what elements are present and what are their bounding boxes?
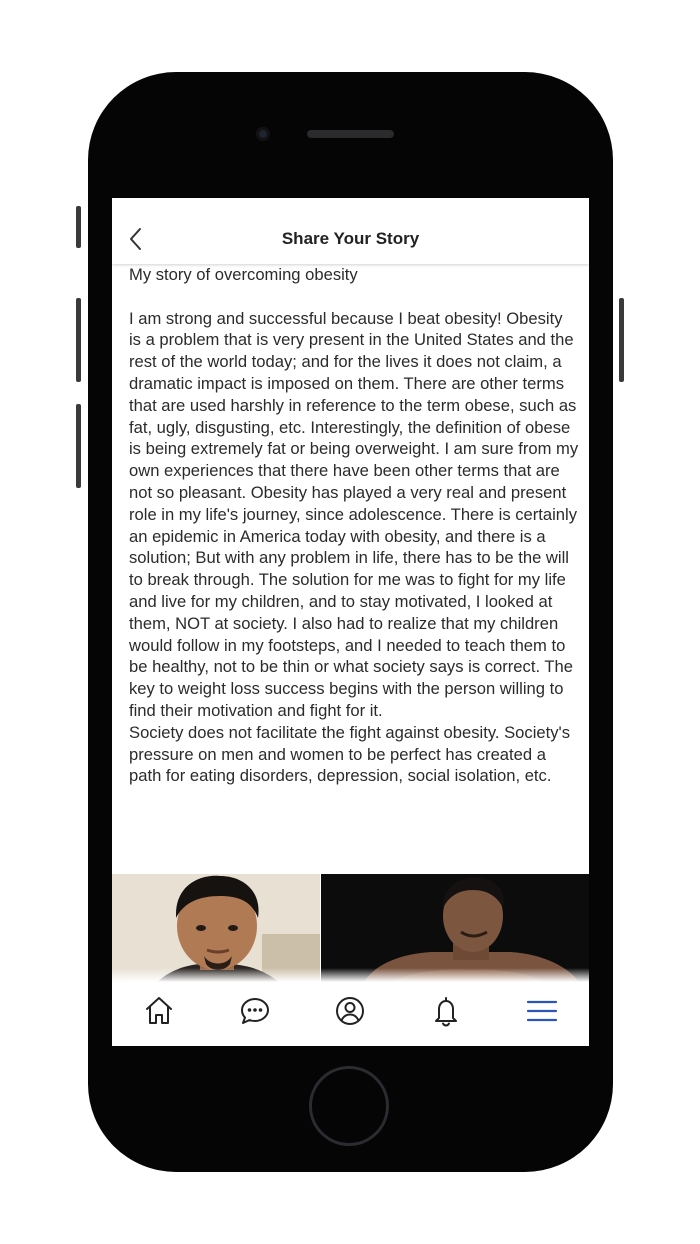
bell-icon bbox=[429, 994, 463, 1028]
user-circle-icon bbox=[333, 994, 367, 1028]
volume-down-button bbox=[76, 404, 81, 488]
paragraph-spacer bbox=[129, 286, 579, 308]
home-hardware-button[interactable] bbox=[309, 1066, 389, 1146]
tab-home[interactable] bbox=[142, 994, 176, 1028]
tab-menu[interactable] bbox=[525, 994, 559, 1028]
power-button bbox=[619, 298, 624, 382]
hamburger-menu-icon bbox=[525, 994, 559, 1028]
tab-messages[interactable] bbox=[238, 994, 272, 1028]
volume-up-button bbox=[76, 298, 81, 382]
story-title: My story of overcoming obesity bbox=[129, 265, 358, 284]
chat-bubble-icon bbox=[238, 994, 272, 1028]
page-title: Share Your Story bbox=[281, 229, 420, 248]
earpiece-speaker bbox=[307, 130, 394, 138]
mute-switch bbox=[76, 206, 81, 248]
story-content bbox=[129, 264, 579, 787]
tab-bar-fade bbox=[112, 968, 589, 982]
front-camera bbox=[256, 127, 270, 141]
tab-notifications[interactable] bbox=[429, 994, 463, 1028]
app-screen bbox=[112, 198, 589, 1046]
tab-profile[interactable] bbox=[333, 994, 367, 1028]
story-body: I am strong and successful because I beat obesity! Obesity is a problem that is very present in the United States and the rest of the world today; and for the lives it does not claim, a dramatic impact is imposed on them. There are other terms that are used harshly in reference to the term obese, such as fat, ugly, disgusting, etc. Interestingly, the definition of obese is being extremely fat or being overweight. I am sure from my own experiences that there have been other terms that are not so pleasant. Obesity has played a very real and present role in my life's journey, since adolescence. There is certainly an epidemic in America today with obesity, and there is a solution; But with any problem in life, there has to be the will to break through. The solution for me was to fight for my life and live for my children, and to stay motivated, I looked at them, NOT at society. I also had to realize that my children would follow in my footsteps, and I needed to teach them to be healthy, not to be thin or what society says is correct. The key to weight loss success begins with the person willing to find their motivation and fight for it. Society does not facilitate the fight against obesity. Society's pressure on men and women to be perfect has created a path for eating disorders, depression, social isolation, etc. bbox=[129, 308, 579, 786]
home-icon bbox=[142, 994, 176, 1028]
navigation-bar bbox=[112, 198, 589, 264]
tab-bar bbox=[112, 982, 589, 1046]
